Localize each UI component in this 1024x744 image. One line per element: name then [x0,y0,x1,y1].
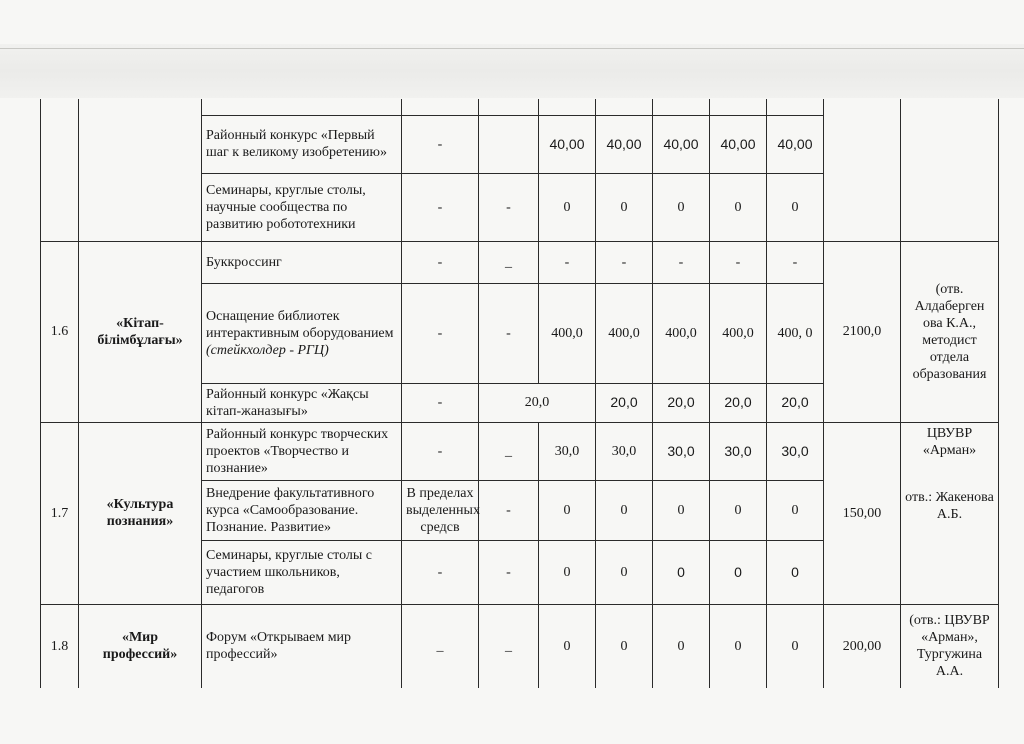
value-cell: 0 [767,604,824,688]
table-row [41,422,999,480]
fund-cell [479,99,539,115]
value-cell: 0 [710,480,767,540]
value-cell: 0 [767,540,824,604]
value-cell [596,99,653,115]
section-responsible: (отв. Алдаберген ова К.А., методист отдела образования [901,241,999,422]
fund-cell: - [479,283,539,383]
value-cell: - [596,241,653,283]
value-cell: 30,0 [710,422,767,480]
responsible-org: ЦВУВР «Арман» [922,425,977,458]
source-cell: - [402,115,479,173]
value-cell: 40,00 [767,115,824,173]
value-cell [653,99,710,115]
scan-shadow-band [0,44,1024,98]
source-cell: - [402,241,479,283]
value-cell: 0 [596,480,653,540]
fund-cell: _ [479,422,539,480]
value-cell: 40,00 [710,115,767,173]
value-cell: 0 [710,173,767,241]
event-cell: Районный конкурс «Первый шаг к великому изобретению» [202,115,402,173]
value-cell: 400, 0 [767,283,824,383]
value-cell: 30,0 [539,422,596,480]
event-cell: Буккроссинг [202,241,402,283]
value-cell: 30,0 [596,422,653,480]
section-number: 1.8 [41,604,79,688]
table-row [41,99,999,115]
value-cell: - [539,241,596,283]
fund-cell: _ [479,241,539,283]
value-cell: 0 [596,540,653,604]
event-text: Оснащение библиотек интерактивным оборудованием [206,308,394,341]
table-row [41,241,999,283]
fund-cell: - [479,173,539,241]
value-cell: 20,0 [710,383,767,422]
value-cell: 400,0 [653,283,710,383]
source-cell: В пределах выделенных средсв [402,480,479,540]
source-cell: _ [402,604,479,688]
source-cell: - [402,173,479,241]
value-cell: 0 [539,604,596,688]
event-cell: Семинары, круглые столы, научные сообщества по развитию робототехники [202,173,402,241]
value-cell: 30,0 [653,422,710,480]
value-cell: 0 [539,480,596,540]
value-cell: 40,00 [596,115,653,173]
value-cell: 20,0 [596,383,653,422]
event-cell [202,283,402,383]
event-cell: Форум «Открываем мир профессий» [202,604,402,688]
page-top-edge [0,48,1024,49]
section-total: 2100,0 [824,241,901,422]
value-cell [539,99,596,115]
section-total: 200,00 [824,604,901,688]
section-number: 1.6 [41,241,79,422]
value-cell: 0 [596,173,653,241]
event-cell [202,99,402,115]
fund-cell: _ [479,604,539,688]
value-cell: 20,0 [767,383,824,422]
value-cell: 0 [653,480,710,540]
source-cell: - [402,383,479,422]
event-cell: Районный конкурс творческих проектов «Творчество и познание» [202,422,402,480]
value-cell: 0 [653,604,710,688]
section-responsible: (отв.: ЦВУВР «Арман», Тургужина А.А. [901,604,999,688]
value-cell: 400,0 [539,283,596,383]
responsible-person: отв.: Жакенова А.Б. [905,489,994,522]
event-cell: Внедрение факультативного курса «Самообразование. Познание. Развитие» [202,480,402,540]
section-title: «Мир профессий» [79,604,202,688]
value-cell: - [767,241,824,283]
value-cell [710,99,767,115]
value-cell: 0 [653,173,710,241]
section-num-cell [41,99,79,241]
section-responsible [901,422,999,604]
action-plan-table [40,99,999,688]
source-cell: - [402,540,479,604]
value-cell: 0 [767,173,824,241]
value-cell: 0 [539,540,596,604]
source-cell: - [402,283,479,383]
value-cell: 20,0 [479,383,596,422]
responsible-cell [901,99,999,241]
value-cell: 400,0 [596,283,653,383]
value-cell: 0 [653,540,710,604]
value-cell: 30,0 [767,422,824,480]
value-cell: 20,0 [653,383,710,422]
value-cell: - [653,241,710,283]
value-cell: 0 [710,540,767,604]
value-cell: 0 [539,173,596,241]
total-cell [824,99,901,241]
section-total: 150,00 [824,422,901,604]
value-cell: 0 [710,604,767,688]
value-cell: 400,0 [710,283,767,383]
section-title-cell [79,99,202,241]
table-row [41,604,999,688]
value-cell [767,99,824,115]
section-title: «Кітап-білімбұлағы» [79,241,202,422]
fund-cell: - [479,480,539,540]
section-number: 1.7 [41,422,79,604]
section-title: «Культура познания» [79,422,202,604]
event-cell: Районный конкурс «Жақсы кітап-жаназығы» [202,383,402,422]
fund-cell [479,115,539,173]
source-cell [402,99,479,115]
source-cell: - [402,422,479,480]
event-cell: Семинары, круглые столы с участием школьников, педагогов [202,540,402,604]
value-cell: 40,00 [653,115,710,173]
fund-cell: - [479,540,539,604]
value-cell: 0 [596,604,653,688]
event-note: (стейкхолдер - РГЦ) [206,342,329,358]
value-cell: 40,00 [539,115,596,173]
value-cell: - [710,241,767,283]
value-cell: 0 [767,480,824,540]
